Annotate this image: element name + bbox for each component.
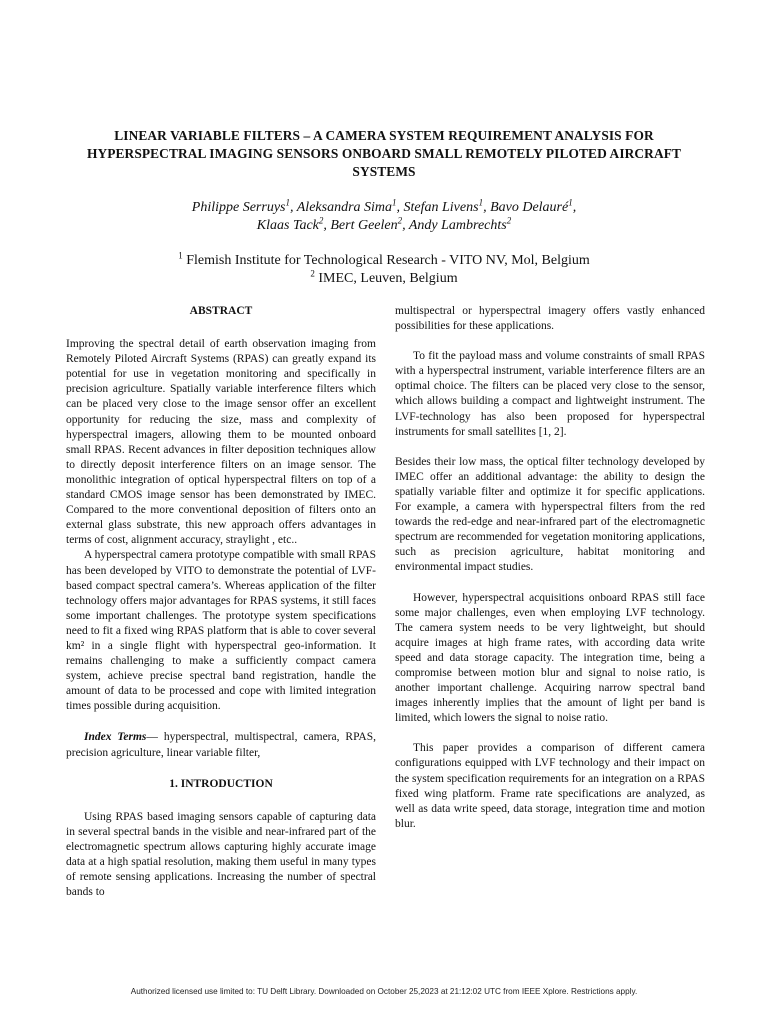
author-affiliation-mark: 2 — [318, 215, 324, 226]
author-list: Philippe Serruys$^1$, Aleksandra Sima$^1$, Stefan Livens$^1$, Bavo Delauré$^1$, Klaas Tack$^2$, Bert Geelen$^2$, Andy Lambrechts$^2$ — [191, 197, 577, 233]
affiliation — [100, 270, 668, 288]
left-column — [66, 304, 376, 900]
right-column — [395, 304, 705, 832]
affiliation-text: Flemish Institute for Technological Research - VITO NV, Mol, Belgium — [186, 253, 590, 268]
ieee-footer-notice: Authorized licensed use limited to: TU Delft Library. Downloaded on October 25,2023 at 21:12:02 UTC from IEEE Xplore. Restrictions apply. — [130, 987, 638, 996]
author-name: Klaas Tack — [256, 218, 319, 233]
author-affiliation-mark: 1 — [568, 197, 573, 208]
paper-title: LINEAR VARIABLE FILTERS – A CAMERA SYSTEM REQUIREMENT ANALYSIS FOR HYPERSPECTRAL IMAGING SENSORS ONBOARD SMALL REMOTELY PILOTED AIRCRAFT SYSTEMS — [86, 128, 682, 179]
body-paragraph: This paper provides a comparison of different camera configurations equipped with LVF technology and their impact on the system specification requirements for an integration on a RPAS fixed wing platform. Frame rate specifications are analyzed, as well as data write speed, data storage, integration time and motion blur. — [395, 742, 705, 830]
section-heading-introduction: 1. INTRODUCTION — [169, 777, 273, 790]
author-name: Andy Lambrechts — [408, 218, 507, 233]
abstract-paragraph: A hyperspectral camera prototype compatible with small RPAS has been developed by VITO to demonstrate the potential of LVF-based compact spectral camera’s. Whereas application of the filter technology offers major advantages for RPAS systems, it still faces some important challenges. The prototype system specifications need to fit a fixed wing RPAS platform that is able to cover several km² in a single flight with hyperspectral geo-information. It remains challenging to make a sufficiently compact camera system, achieve precise spectral band registration, handle the amount of data to be processed and cope with limited integration times possible during acquisition. — [66, 549, 376, 713]
index-terms-text: — hyperspectral, multispectral, camera, RPAS, precision agriculture, linear variable filter, — [66, 731, 376, 759]
affiliation — [100, 252, 668, 270]
author-name: Stefan Livens — [403, 200, 479, 215]
body-paragraph: However, hyperspectral acquisitions onboard RPAS still face some major challenges, even when employing LVF technology. The camera system needs to be very lightweight, but should acquire images at high frame rates, with according data write speed and data storage capacity. The integration time, being a compromise between motion blur and signal to noise ratio, is another important challenge. Acquiring narrow spectral band images inherently implies that the amount of light per band is limited, which lowers the signal to noise ratio. — [395, 591, 705, 725]
index-terms — [66, 730, 376, 760]
author-name: Bavo Delauré — [490, 200, 569, 215]
author-affiliation-mark: 2 — [506, 215, 512, 226]
affiliation-text: IMEC, Leuven, Belgium — [318, 271, 458, 286]
abstract-heading: ABSTRACT — [189, 305, 253, 317]
author-affiliation-mark: 2 — [397, 215, 403, 226]
author-name: Bert Geelen — [330, 218, 398, 233]
author-name: Aleksandra Sima — [296, 200, 393, 215]
body-paragraph: multispectral or hyperspectral imagery offers vastly enhanced possibilities for these applications. — [395, 305, 705, 333]
author-affiliation-mark: 1 — [285, 197, 290, 208]
body-paragraph: Besides their low mass, the optical filter technology developed by IMEC offer an additional advantage: the ability to design the spatially variable filter and optimize it for specific applications. For example, a camera with hyperspectral filters from the red towards the red-edge and near-infrared part of the electromagnetic spectrum are recommended for vegetation monitoring applications, such as precision agriculture, habitat monitoring and environmental impact studies. — [395, 455, 705, 574]
abstract-paragraph: Improving the spectral detail of earth observation imaging from Remotely Piloted Aircraft Systems (RPAS) can greatly expand its potential for use in vegetation monitoring and specifically in precision agriculture. Spatially variable interference filters which can be placed very close to the image sensor offer an excellent opportunity for reducing the size, mass and complexity of hyperspectral imagers, allowing them to be mounted onboard small RPAS. Recent advances in filter deposition techniques allow to directly deposit interference filters on an image sensor. The monolithic integration of optical hyperspectral filters on top of a standard CMOS image sensor has been demonstrated by IMEC. Compared to the more conventional deposition of filters onto an external glass substrate, this new approach offers advantages in terms of cost, alignment accuracy, straylight , etc.. — [66, 338, 376, 547]
author-affiliation-mark: 1 — [392, 197, 397, 208]
index-terms-label: Index Terms — [84, 731, 147, 744]
affiliation-list — [100, 252, 668, 288]
author-name: Philippe Serruys — [191, 200, 286, 215]
affiliation-number: 2 — [310, 268, 315, 279]
author-affiliation-mark: 1 — [478, 197, 484, 208]
body-paragraph: To fit the payload mass and volume constraints of small RPAS with a hyperspectral instrument, variable interference filters are an optimal choice. The filters can be placed very close to the sensor, which allows building a compact and lightweight instrument. The LVF-technology has also been proposed for hyperspectral instruments for small satellites [1, 2]. — [395, 350, 705, 438]
affiliation-number: 1 — [178, 250, 183, 261]
intro-paragraph: Using RPAS based imaging sensors capable of capturing data in several spectral bands in the visible and near-infrared part of the electromagnetic spectrum allows capturing highly accurate image data at a high spatial resolution, making them useful in many types of remote sensing applications. Increasing the number of spectral bands to — [66, 810, 376, 899]
